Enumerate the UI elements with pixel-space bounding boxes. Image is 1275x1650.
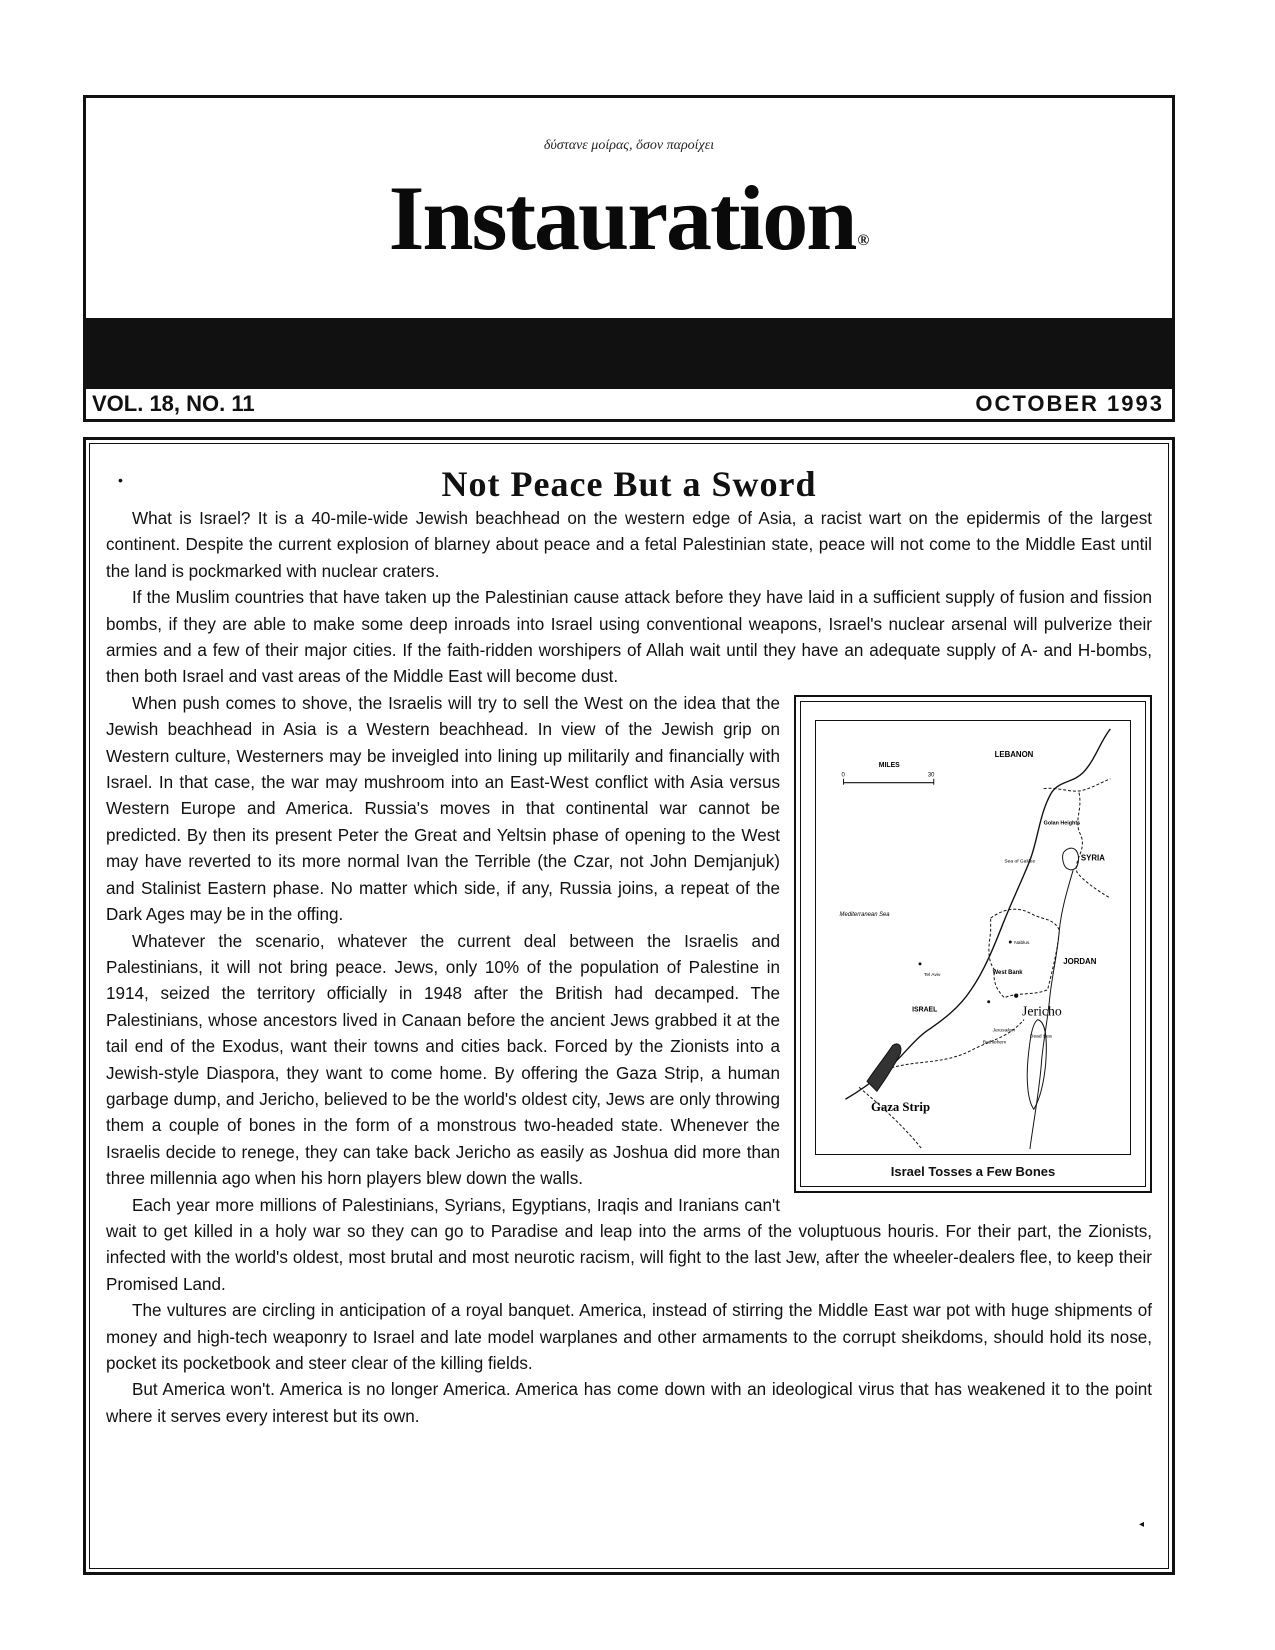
map-figure-inner bbox=[800, 701, 1146, 1187]
nablus-dot bbox=[1009, 940, 1012, 943]
map-drawing bbox=[816, 721, 1130, 1154]
article-paragraph-2-text: If the Muslim countries that have taken up the Palestinian cause attack before they have laid in a sufficient supply of fusion and fission bombs, if they are able to make some deep inroads into Israel using conventional weapons, Israel's nuclear arsenal will pulverize their armies and a few of their major cities. If the faith-ridden worshipers of Allah wait until they have an adequate supply of A- and H-bombs, then both Israel and vast areas of the Middle East will become dust. bbox=[106, 588, 1152, 687]
label-israel: ISRAEL bbox=[912, 1006, 938, 1014]
dead-sea bbox=[1027, 1019, 1046, 1109]
masthead-motto: δύστανε μοίρας, ὅσον παροίχει bbox=[543, 138, 715, 153]
label-syria: SYRIA bbox=[1080, 853, 1105, 863]
bullet-mark: • bbox=[118, 472, 123, 488]
label-telaviv: Tel Aviv bbox=[923, 972, 941, 978]
masthead-black-bar bbox=[86, 318, 1172, 386]
map-figure bbox=[794, 695, 1152, 1193]
article-paragraph-5: Each year more millions of Palestinians, Syrians, Egyptians, Iraqis and Iranians can't wait to get killed in a holy war so they can go to Paradise and leap into the arms of the voluptuous houris. For their part, the Zionists, infected with the world's oldest, most brutal and most neurotic racism, will fight to the last Jew, after the wheeler-dealers flee, to keep their Promised Land. bbox=[106, 1195, 1152, 1294]
jerusalem-dot bbox=[987, 1000, 990, 1003]
article-paragraph-3: When push comes to shove, the Israelis will try to sell the West on the idea that the Jewish beachhead in Asia is a Western beachhead. In view of the Jewish grip on Western culture, Westerners may be inveigled into lining up militarily and financially with Israel. In that case, the war may mushroom into an East-West conflict with Asia versus Western Europe and America. Russia's moves in that continental war cannot be predicted. By then its present Peter the Great and Yeltsin phase of opening to the West may have reverted to its more normal Ivan the Terrible (the Czar, not John Demjanjuk) and Stalinist Eastern phase. No matter which side, if any, Russia joins, a repeat of the Dark Ages may be in the offing. bbox=[106, 693, 780, 925]
map-caption: Israel Tosses a Few Bones bbox=[890, 1163, 1056, 1179]
registered-mark: ® bbox=[857, 232, 870, 249]
label-galilee: Sea of Galilee bbox=[1004, 859, 1036, 865]
issue-info-row bbox=[86, 386, 1172, 422]
end-mark: ◂ bbox=[1138, 1519, 1144, 1530]
label-gaza: Gaza Strip bbox=[870, 1099, 931, 1115]
scale-end: 30 bbox=[927, 772, 935, 779]
label-mediterranean: Mediterranean Sea bbox=[839, 911, 890, 918]
telaviv-dot bbox=[919, 962, 922, 965]
label-jerusalem: Jerusalem bbox=[992, 1028, 1016, 1034]
label-westbank: West Bank bbox=[992, 969, 1023, 976]
israel-map bbox=[815, 720, 1131, 1155]
volume-number: VOL. 18, NO. 11 bbox=[92, 391, 255, 416]
west-bank-outline bbox=[989, 909, 1059, 998]
label-jordan: JORDAN bbox=[1063, 956, 1097, 966]
issue-date: OCTOBER 1993 bbox=[975, 391, 1164, 416]
label-golan: Golan Heights bbox=[1043, 820, 1081, 827]
label-jericho: Jericho bbox=[1022, 1003, 1062, 1019]
jericho-dot bbox=[1014, 993, 1018, 997]
article-paragraph-1: What is Israel? It is a 40-mile-wide Jewish beachhead on the western edge of Asia, a racist wart on the epidermis of the largest continent. Despite the current explosion of blarney about peace and a fetal Palestinian state, peace will not come to the Middle East until the land is pockmarked with nuclear craters. bbox=[106, 509, 1152, 581]
scale-start: 0 bbox=[841, 772, 845, 779]
southern-border bbox=[859, 1087, 922, 1149]
label-lebanon: LEBANON bbox=[994, 749, 1034, 759]
label-bethlehem: Bethlehem bbox=[982, 1040, 1007, 1046]
article-body bbox=[106, 506, 1152, 1430]
label-deadsea: Dead Sea bbox=[1029, 1034, 1052, 1040]
label-nablus: Nablus bbox=[1014, 940, 1030, 946]
article-paragraph-4: Whatever the scenario, whatever the current deal between the Israelis and Palestinians, it will not bring peace. Jews, only 10% of the population of Palestine in 1914, seized the territory officially in 1948 after the British had decamped. The Palestinians, whose ancestors lived in Canaan before the ancient Jews grabbed it at the tail end of the Exodus, want their towns and cities back. Forced by the Zionists into a Jewish-style Diaspora, they want to come home. By offering the Gaza Strip, a human garbage dump, and Jericho, believed to be the world's oldest city, Jews are only throwing them a couple of bones in the form of a monstrous two-headed state. Whenever the Israelis decide to renege, they can take back Jericho as easily as Joshua did more than three millennia ago when his horn players blew down the walls. bbox=[106, 931, 780, 1189]
scale-label: MILES bbox=[878, 761, 900, 769]
article-paragraph-6: The vultures are circling in anticipation of a royal banquet. America, instead of stirring the Middle East war pot with huge shipments of money and high-tech weaponry to Israel and late model warplanes and other armaments to the corrupt sheikdoms, should hold its nose, pocket its pocketbook and steer clear of the killing fields. bbox=[106, 1301, 1152, 1373]
article bbox=[106, 462, 1152, 1562]
golan-border bbox=[1076, 793, 1110, 899]
article-paragraph-2 bbox=[106, 585, 1152, 691]
article-paragraph-7: But America won't. America is no longer America. America has come down with an ideological virus that has weakened it to the point where it serves every interest but its own. bbox=[106, 1380, 1152, 1426]
masthead bbox=[83, 95, 1175, 422]
publication-title bbox=[86, 162, 1172, 297]
gaza-strip-shape bbox=[867, 1044, 901, 1091]
publication-title-text: Instauration bbox=[388, 167, 856, 269]
article-headline: Not Peace But a Sword bbox=[441, 464, 817, 504]
